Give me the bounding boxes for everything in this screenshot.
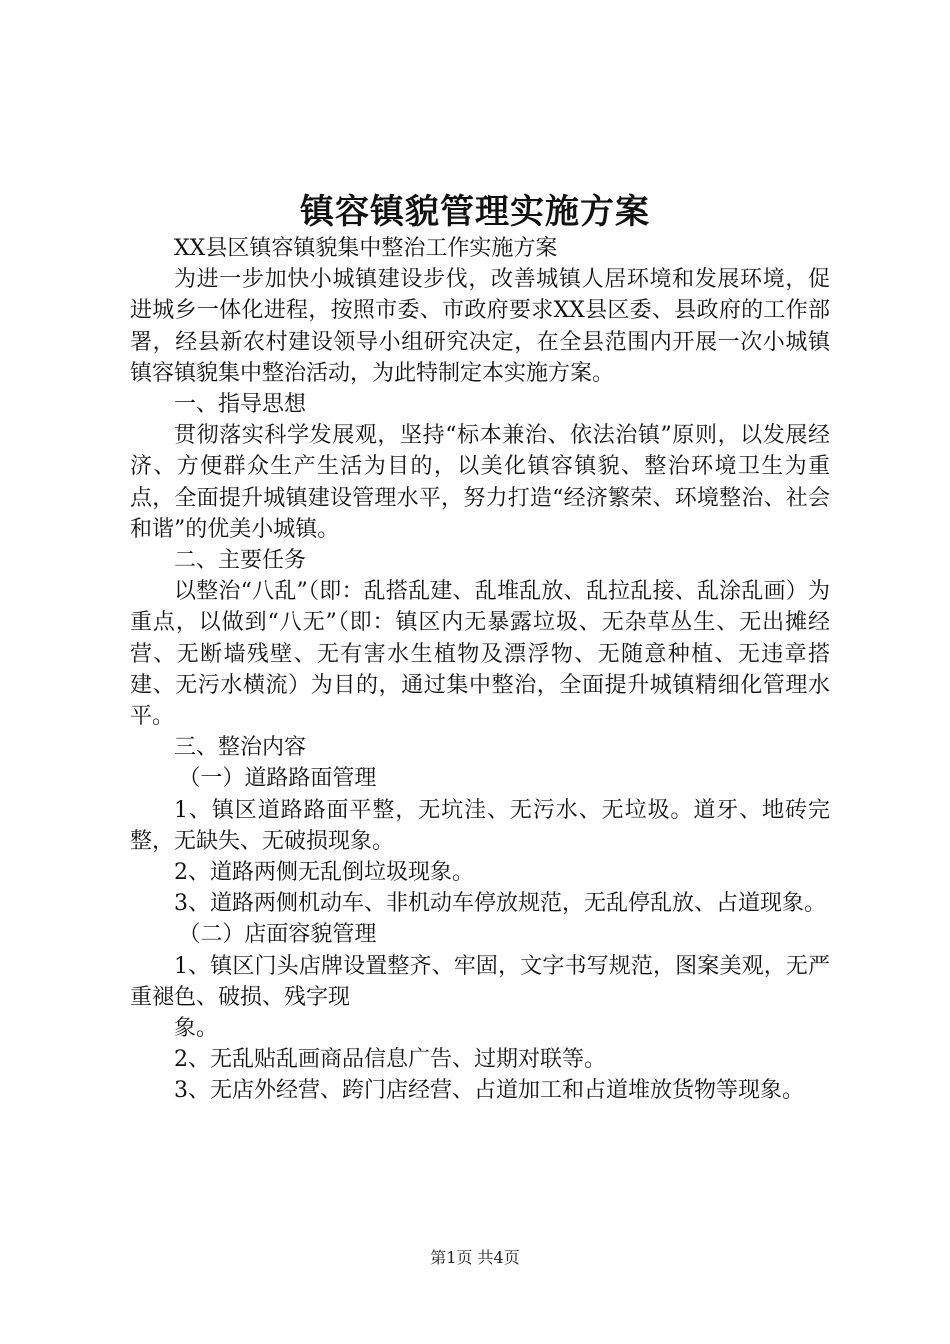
subsection-heading-road: （一）道路路面管理: [178, 766, 377, 792]
road-item-3: 3、道路两侧机动车、非机动车停放规范，无乱停乱放、占道现象。: [174, 891, 826, 917]
intro-paragraph: 为进一步加快小城镇建设步伐，改善城镇人居环境和发展环境，促进城乡一体化进程，按照市委、市政府要求XX县区委、县政府的工作部署，经县新农村建设领导小组研究决定，在全县范围内开展一次小城镇镇容镇貌集中整治活动，为此特制定本实施方案。: [130, 267, 830, 386]
storefront-item-1-continued: 象。: [174, 1016, 219, 1042]
document-body: [130, 233, 830, 1107]
subtitle-paragraph: XX县区镇容镇貌集中整治工作实施方案: [174, 236, 558, 261]
subsection-heading-storefront: （二）店面容貌管理: [178, 922, 377, 948]
page-footer: 第1页 共4页: [430, 1248, 520, 1267]
road-item-2: 2、道路两侧无乱倒垃圾现象。: [174, 860, 474, 886]
main-tasks-paragraph: 以整治“八乱”（即：乱搭乱建、乱堆乱放、乱拉乱接、乱涂乱画）为重点，以做到“八无”（即：镇区内无暴露垃圾、无杂草丛生、无出摊经营、无断墙残壁、无有害水生植物及漂浮物、无随意种植、无违章搭建、无污水横流）为目的，通过集中整治，全面提升城镇精细化管理水平。: [130, 579, 830, 730]
section-heading-guiding-thought: 一、指导思想: [174, 392, 307, 418]
guiding-thought-paragraph: 贯彻落实科学发展观，坚持“标本兼治、依法治镇”原则，以发展经济、方便群众生产生活为目的，以美化镇容镇貌、整治环境卫生为重点，全面提升城镇建设管理水平，努力打造“经济繁荣、环境整治、社会和谐”的优美小城镇。: [130, 423, 830, 542]
storefront-item-3: 3、无店外经营、跨门店经营、占道加工和占道堆放货物等现象。: [174, 1078, 804, 1104]
document-title: 镇容镇貌管理实施方案: [300, 192, 650, 232]
section-heading-content: 三、整治内容: [174, 735, 307, 761]
storefront-item-2: 2、无乱贴乱画商品信息广告、过期对联等。: [174, 1047, 606, 1073]
road-item-1: 1、镇区道路路面平整，无坑洼、无污水、无垃圾。道牙、地砖完整，无缺失、无破损现象。: [130, 797, 830, 854]
storefront-item-1: 1、镇区门头店牌设置整齐、牢固，文字书写规范，图案美观，无严重褪色、破损、残字现: [130, 953, 830, 1010]
section-heading-main-tasks: 二、主要任务: [174, 548, 307, 574]
